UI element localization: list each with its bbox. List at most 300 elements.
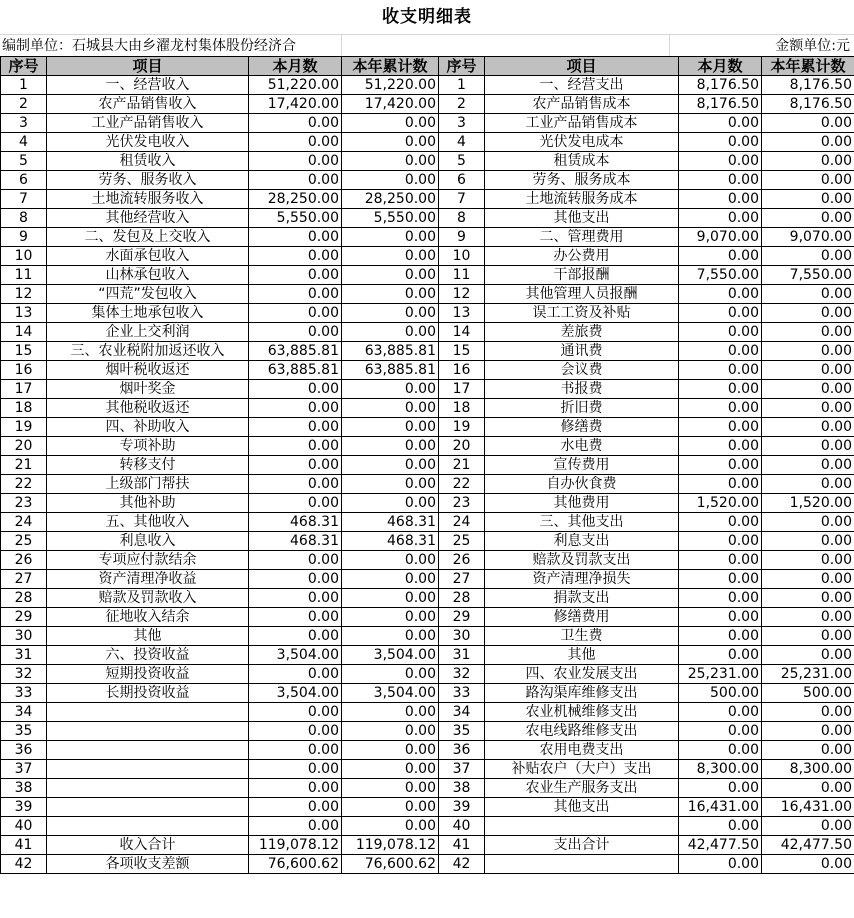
expense-month-cell: 0.00 xyxy=(679,627,762,646)
expense-month-cell: 9,070.00 xyxy=(679,228,762,247)
income-year-cell: 0.00 xyxy=(342,494,439,513)
expense-no-cell: 11 xyxy=(439,266,485,285)
expense-year-cell: 0.00 xyxy=(762,551,854,570)
income-no-cell: 2 xyxy=(1,95,47,114)
expense-item-cell: 一、经营支出 xyxy=(485,76,679,95)
income-item-cell: 工业产品销售收入 xyxy=(47,114,249,133)
income-no-cell: 19 xyxy=(1,418,47,437)
expense-month-cell: 0.00 xyxy=(679,703,762,722)
income-year-cell: 0.00 xyxy=(342,798,439,817)
table-row xyxy=(1,380,854,399)
expense-item-cell: 自办伙食费 xyxy=(485,475,679,494)
expense-month-cell: 0.00 xyxy=(679,817,762,836)
expense-month-cell: 0.00 xyxy=(679,152,762,171)
expense-no-cell: 16 xyxy=(439,361,485,380)
income-no-cell: 42 xyxy=(1,855,47,874)
income-month-cell: 28,250.00 xyxy=(249,190,342,209)
income-month-cell: 0.00 xyxy=(249,437,342,456)
income-year-cell: 0.00 xyxy=(342,722,439,741)
table-row xyxy=(1,684,854,703)
expense-year-cell: 8,300.00 xyxy=(762,760,854,779)
expense-item-cell: 水电费 xyxy=(485,437,679,456)
income-month-cell: 0.00 xyxy=(249,152,342,171)
income-item-cell: 资产清理净收益 xyxy=(47,570,249,589)
income-no-cell: 32 xyxy=(1,665,47,684)
income-item-cell: 六、投资收益 xyxy=(47,646,249,665)
income-item-cell: 其他税收返还 xyxy=(47,399,249,418)
income-no-cell: 28 xyxy=(1,589,47,608)
income-item-cell xyxy=(47,798,249,817)
expense-no-cell: 18 xyxy=(439,399,485,418)
income-year-cell: 0.00 xyxy=(342,304,439,323)
income-year-cell: 0.00 xyxy=(342,627,439,646)
income-no-cell: 17 xyxy=(1,380,47,399)
table-row xyxy=(1,437,854,456)
income-year-cell: 0.00 xyxy=(342,456,439,475)
expense-month-cell: 0.00 xyxy=(679,190,762,209)
expense-year-cell: 42,477.50 xyxy=(762,836,854,855)
income-month-cell: 0.00 xyxy=(249,114,342,133)
income-no-cell: 4 xyxy=(1,133,47,152)
header-month: 本月数 xyxy=(249,57,342,76)
expense-item-cell: 干部报酬 xyxy=(485,266,679,285)
income-year-cell: 0.00 xyxy=(342,133,439,152)
expense-no-cell: 19 xyxy=(439,418,485,437)
income-no-cell: 12 xyxy=(1,285,47,304)
income-no-cell: 21 xyxy=(1,456,47,475)
income-month-cell: 0.00 xyxy=(249,722,342,741)
income-no-cell: 36 xyxy=(1,741,47,760)
expense-no-cell: 7 xyxy=(439,190,485,209)
expense-no-cell: 5 xyxy=(439,152,485,171)
table-row xyxy=(1,399,854,418)
expense-no-cell: 17 xyxy=(439,380,485,399)
income-month-cell: 17,420.00 xyxy=(249,95,342,114)
expense-year-cell: 0.00 xyxy=(762,703,854,722)
income-month-cell: 76,600.62 xyxy=(249,855,342,874)
income-no-cell: 7 xyxy=(1,190,47,209)
expense-item-cell: 工业产品销售成本 xyxy=(485,114,679,133)
expense-year-cell: 0.00 xyxy=(762,437,854,456)
income-item-cell: 赔款及罚款收入 xyxy=(47,589,249,608)
table-row xyxy=(1,817,854,836)
expense-item-cell: 误工工资及补贴 xyxy=(485,304,679,323)
income-no-cell: 18 xyxy=(1,399,47,418)
expense-no-cell: 1 xyxy=(439,76,485,95)
expense-year-cell: 1,520.00 xyxy=(762,494,854,513)
table-row xyxy=(1,570,854,589)
table-row xyxy=(1,665,854,684)
expense-item-cell: 农用电费支出 xyxy=(485,741,679,760)
expense-month-cell: 0.00 xyxy=(679,361,762,380)
income-year-cell: 0.00 xyxy=(342,114,439,133)
income-month-cell: 0.00 xyxy=(249,266,342,285)
income-year-cell: 0.00 xyxy=(342,418,439,437)
income-item-cell: 土地流转服务收入 xyxy=(47,190,249,209)
expense-month-cell: 8,176.50 xyxy=(679,76,762,95)
expense-year-cell: 0.00 xyxy=(762,456,854,475)
expense-no-cell: 6 xyxy=(439,171,485,190)
income-year-cell: 51,220.00 xyxy=(342,76,439,95)
expense-no-cell: 37 xyxy=(439,760,485,779)
expense-no-cell: 34 xyxy=(439,703,485,722)
expense-year-cell: 500.00 xyxy=(762,684,854,703)
expense-item-cell: 差旅费 xyxy=(485,323,679,342)
income-item-cell: “四荒”发包收入 xyxy=(47,285,249,304)
expense-month-cell: 0.00 xyxy=(679,171,762,190)
income-item-cell xyxy=(47,722,249,741)
expense-item-cell: 折旧费 xyxy=(485,399,679,418)
expense-year-cell: 0.00 xyxy=(762,323,854,342)
expense-month-cell: 0.00 xyxy=(679,513,762,532)
expense-no-cell: 29 xyxy=(439,608,485,627)
table-row xyxy=(1,456,854,475)
income-no-cell: 22 xyxy=(1,475,47,494)
income-month-cell: 0.00 xyxy=(249,608,342,627)
expense-no-cell: 28 xyxy=(439,589,485,608)
expense-no-cell: 2 xyxy=(439,95,485,114)
expense-year-cell: 0.00 xyxy=(762,646,854,665)
income-year-cell: 0.00 xyxy=(342,323,439,342)
table-row xyxy=(1,209,854,228)
expense-month-cell: 0.00 xyxy=(679,418,762,437)
income-no-cell: 8 xyxy=(1,209,47,228)
expense-item-cell: 办公费用 xyxy=(485,247,679,266)
expense-year-cell: 0.00 xyxy=(762,418,854,437)
income-year-cell: 0.00 xyxy=(342,760,439,779)
income-month-cell: 119,078.12 xyxy=(249,836,342,855)
expense-month-cell: 0.00 xyxy=(679,342,762,361)
expense-item-cell: 赔款及罚款支出 xyxy=(485,551,679,570)
expense-year-cell: 16,431.00 xyxy=(762,798,854,817)
expense-item-cell: 农业机械维修支出 xyxy=(485,703,679,722)
income-item-cell xyxy=(47,779,249,798)
expense-year-cell: 0.00 xyxy=(762,570,854,589)
expense-no-cell: 36 xyxy=(439,741,485,760)
table-row xyxy=(1,266,854,285)
income-expense-table xyxy=(0,56,854,874)
expense-month-cell: 0.00 xyxy=(679,323,762,342)
income-month-cell: 63,885.81 xyxy=(249,342,342,361)
table-row xyxy=(1,513,854,532)
income-item-cell: 三、农业税附加返还收入 xyxy=(47,342,249,361)
income-month-cell: 468.31 xyxy=(249,532,342,551)
expense-no-cell: 27 xyxy=(439,570,485,589)
expense-month-cell: 0.00 xyxy=(679,456,762,475)
compiling-unit: 编制单位：石城县大由乡濯龙村集体股份经济合 xyxy=(2,38,296,54)
income-month-cell: 63,885.81 xyxy=(249,361,342,380)
table-row xyxy=(1,152,854,171)
expense-year-cell: 0.00 xyxy=(762,779,854,798)
expense-year-cell: 0.00 xyxy=(762,342,854,361)
income-item-cell: 各项收支差额 xyxy=(47,855,249,874)
income-item-cell: 其他补助 xyxy=(47,494,249,513)
income-year-cell: 0.00 xyxy=(342,475,439,494)
income-item-cell xyxy=(47,760,249,779)
income-item-cell: 长期投资收益 xyxy=(47,684,249,703)
income-item-cell: 短期投资收益 xyxy=(47,665,249,684)
income-no-cell: 37 xyxy=(1,760,47,779)
income-item-cell xyxy=(47,703,249,722)
income-year-cell: 5,550.00 xyxy=(342,209,439,228)
income-year-cell: 17,420.00 xyxy=(342,95,439,114)
expense-year-cell: 0.00 xyxy=(762,513,854,532)
income-month-cell: 3,504.00 xyxy=(249,646,342,665)
expense-no-cell: 22 xyxy=(439,475,485,494)
expense-year-cell: 0.00 xyxy=(762,532,854,551)
expense-item-cell xyxy=(485,817,679,836)
expense-no-cell: 42 xyxy=(439,855,485,874)
expense-year-cell: 0.00 xyxy=(762,399,854,418)
expense-month-cell: 0.00 xyxy=(679,380,762,399)
expense-month-cell: 0.00 xyxy=(679,285,762,304)
income-month-cell: 0.00 xyxy=(249,228,342,247)
expense-item-cell: 通讯费 xyxy=(485,342,679,361)
income-item-cell: 光伏发电收入 xyxy=(47,133,249,152)
expense-no-cell: 32 xyxy=(439,665,485,684)
income-year-cell: 468.31 xyxy=(342,513,439,532)
income-month-cell: 3,504.00 xyxy=(249,684,342,703)
expense-item-cell: 土地流转服务成本 xyxy=(485,190,679,209)
table-row xyxy=(1,95,854,114)
income-month-cell: 0.00 xyxy=(249,171,342,190)
income-year-cell: 3,504.00 xyxy=(342,684,439,703)
income-month-cell: 0.00 xyxy=(249,627,342,646)
expense-item-cell: 书报费 xyxy=(485,380,679,399)
expense-year-cell: 0.00 xyxy=(762,475,854,494)
income-month-cell: 0.00 xyxy=(249,399,342,418)
expense-item-cell: 修缮费 xyxy=(485,418,679,437)
expense-year-cell: 0.00 xyxy=(762,741,854,760)
table-row xyxy=(1,247,854,266)
income-year-cell: 63,885.81 xyxy=(342,361,439,380)
expense-no-cell: 10 xyxy=(439,247,485,266)
expense-item-cell xyxy=(485,855,679,874)
income-no-cell: 11 xyxy=(1,266,47,285)
expense-month-cell: 0.00 xyxy=(679,855,762,874)
income-item-cell: 转移支付 xyxy=(47,456,249,475)
expense-no-cell: 9 xyxy=(439,228,485,247)
income-item-cell: 集体土地承包收入 xyxy=(47,304,249,323)
income-year-cell: 0.00 xyxy=(342,247,439,266)
expense-no-cell: 25 xyxy=(439,532,485,551)
expense-year-cell: 0.00 xyxy=(762,380,854,399)
income-month-cell: 0.00 xyxy=(249,304,342,323)
income-month-cell: 0.00 xyxy=(249,494,342,513)
income-no-cell: 10 xyxy=(1,247,47,266)
income-no-cell: 30 xyxy=(1,627,47,646)
expense-year-cell: 8,176.50 xyxy=(762,95,854,114)
expense-item-cell: 其他管理人员报酬 xyxy=(485,285,679,304)
expense-month-cell: 0.00 xyxy=(679,589,762,608)
expense-year-cell: 0.00 xyxy=(762,171,854,190)
income-month-cell: 0.00 xyxy=(249,779,342,798)
expense-year-cell: 0.00 xyxy=(762,285,854,304)
income-year-cell: 0.00 xyxy=(342,741,439,760)
income-month-cell: 0.00 xyxy=(249,798,342,817)
expense-item-cell: 其他支出 xyxy=(485,209,679,228)
income-item-cell: 专项应付款结余 xyxy=(47,551,249,570)
income-no-cell: 13 xyxy=(1,304,47,323)
table-row xyxy=(1,494,854,513)
table-row xyxy=(1,589,854,608)
income-year-cell: 0.00 xyxy=(342,665,439,684)
income-item-cell xyxy=(47,741,249,760)
income-no-cell: 24 xyxy=(1,513,47,532)
expense-item-cell: 光伏发电成本 xyxy=(485,133,679,152)
income-month-cell: 468.31 xyxy=(249,513,342,532)
header-no: 序号 xyxy=(439,57,485,76)
income-item-cell: 专项补助 xyxy=(47,437,249,456)
expense-no-cell: 12 xyxy=(439,285,485,304)
expense-no-cell: 38 xyxy=(439,779,485,798)
income-year-cell: 0.00 xyxy=(342,779,439,798)
table-row xyxy=(1,741,854,760)
table-row xyxy=(1,190,854,209)
income-year-cell: 468.31 xyxy=(342,532,439,551)
table-row xyxy=(1,171,854,190)
expense-month-cell: 0.00 xyxy=(679,570,762,589)
expense-month-cell: 0.00 xyxy=(679,437,762,456)
income-no-cell: 27 xyxy=(1,570,47,589)
expense-year-cell: 0.00 xyxy=(762,817,854,836)
expense-month-cell: 1,520.00 xyxy=(679,494,762,513)
income-year-cell: 0.00 xyxy=(342,817,439,836)
meta-divider xyxy=(341,35,342,57)
sheet-title: 收支明细表 xyxy=(382,7,472,27)
income-no-cell: 41 xyxy=(1,836,47,855)
expense-month-cell: 7,550.00 xyxy=(679,266,762,285)
expense-no-cell: 8 xyxy=(439,209,485,228)
income-year-cell: 0.00 xyxy=(342,589,439,608)
sheet-meta xyxy=(0,34,854,57)
table-row xyxy=(1,532,854,551)
header-year: 本年累计数 xyxy=(762,57,854,76)
expense-item-cell: 补贴农户（大户）支出 xyxy=(485,760,679,779)
table-row xyxy=(1,361,854,380)
income-month-cell: 0.00 xyxy=(249,418,342,437)
expense-no-cell: 41 xyxy=(439,836,485,855)
expense-month-cell: 0.00 xyxy=(679,209,762,228)
table-row xyxy=(1,779,854,798)
expense-year-cell: 0.00 xyxy=(762,247,854,266)
income-no-cell: 1 xyxy=(1,76,47,95)
income-month-cell: 0.00 xyxy=(249,285,342,304)
expense-no-cell: 24 xyxy=(439,513,485,532)
income-year-cell: 0.00 xyxy=(342,380,439,399)
table-row xyxy=(1,114,854,133)
income-no-cell: 40 xyxy=(1,817,47,836)
income-no-cell: 26 xyxy=(1,551,47,570)
income-no-cell: 34 xyxy=(1,703,47,722)
expense-item-cell: 其他费用 xyxy=(485,494,679,513)
expense-year-cell: 9,070.00 xyxy=(762,228,854,247)
expense-month-cell: 8,300.00 xyxy=(679,760,762,779)
expense-item-cell: 四、农业发展支出 xyxy=(485,665,679,684)
income-no-cell: 14 xyxy=(1,323,47,342)
header-item: 项目 xyxy=(47,57,249,76)
income-no-cell: 3 xyxy=(1,114,47,133)
income-year-cell: 0.00 xyxy=(342,152,439,171)
income-no-cell: 29 xyxy=(1,608,47,627)
expense-month-cell: 0.00 xyxy=(679,779,762,798)
income-month-cell: 0.00 xyxy=(249,589,342,608)
income-item-cell: 劳务、服务收入 xyxy=(47,171,249,190)
expense-item-cell: 资产清理净损失 xyxy=(485,570,679,589)
table-row xyxy=(1,836,854,855)
income-month-cell: 0.00 xyxy=(249,323,342,342)
income-month-cell: 0.00 xyxy=(249,703,342,722)
table-row xyxy=(1,323,854,342)
expense-no-cell: 39 xyxy=(439,798,485,817)
income-item-cell: 农产品销售收入 xyxy=(47,95,249,114)
expense-no-cell: 21 xyxy=(439,456,485,475)
income-no-cell: 5 xyxy=(1,152,47,171)
income-item-cell: 水面承包收入 xyxy=(47,247,249,266)
expense-month-cell: 8,176.50 xyxy=(679,95,762,114)
income-item-cell: 征地收入结余 xyxy=(47,608,249,627)
income-no-cell: 25 xyxy=(1,532,47,551)
expense-item-cell: 利息支出 xyxy=(485,532,679,551)
expense-month-cell: 0.00 xyxy=(679,133,762,152)
expense-no-cell: 13 xyxy=(439,304,485,323)
expense-no-cell: 4 xyxy=(439,133,485,152)
expense-year-cell: 0.00 xyxy=(762,152,854,171)
expense-year-cell: 0.00 xyxy=(762,304,854,323)
expense-year-cell: 0.00 xyxy=(762,190,854,209)
expense-year-cell: 8,176.50 xyxy=(762,76,854,95)
income-no-cell: 6 xyxy=(1,171,47,190)
money-unit: 金额单位:元 xyxy=(775,38,850,54)
table-row xyxy=(1,133,854,152)
income-no-cell: 38 xyxy=(1,779,47,798)
expense-item-cell: 其他 xyxy=(485,646,679,665)
table-row xyxy=(1,760,854,779)
income-item-cell xyxy=(47,817,249,836)
income-year-cell: 76,600.62 xyxy=(342,855,439,874)
expense-item-cell: 捐款支出 xyxy=(485,589,679,608)
income-no-cell: 39 xyxy=(1,798,47,817)
expense-item-cell: 支出合计 xyxy=(485,836,679,855)
table-row xyxy=(1,285,854,304)
income-no-cell: 15 xyxy=(1,342,47,361)
income-year-cell: 0.00 xyxy=(342,285,439,304)
expense-year-cell: 0.00 xyxy=(762,133,854,152)
income-item-cell: 烟叶税收返还 xyxy=(47,361,249,380)
table-row xyxy=(1,855,854,874)
income-item-cell: 烟叶奖金 xyxy=(47,380,249,399)
expense-month-cell: 0.00 xyxy=(679,304,762,323)
expense-month-cell: 0.00 xyxy=(679,722,762,741)
expense-month-cell: 0.00 xyxy=(679,475,762,494)
income-month-cell: 0.00 xyxy=(249,247,342,266)
income-year-cell: 0.00 xyxy=(342,399,439,418)
income-item-cell: 上级部门帮扶 xyxy=(47,475,249,494)
income-no-cell: 33 xyxy=(1,684,47,703)
expense-item-cell: 卫生费 xyxy=(485,627,679,646)
meta-divider xyxy=(669,35,670,57)
expense-item-cell: 劳务、服务成本 xyxy=(485,171,679,190)
income-no-cell: 23 xyxy=(1,494,47,513)
income-month-cell: 5,550.00 xyxy=(249,209,342,228)
table-row xyxy=(1,722,854,741)
expense-year-cell: 0.00 xyxy=(762,361,854,380)
income-month-cell: 0.00 xyxy=(249,475,342,494)
income-year-cell: 0.00 xyxy=(342,437,439,456)
income-no-cell: 20 xyxy=(1,437,47,456)
expense-year-cell: 25,231.00 xyxy=(762,665,854,684)
expense-year-cell: 0.00 xyxy=(762,209,854,228)
